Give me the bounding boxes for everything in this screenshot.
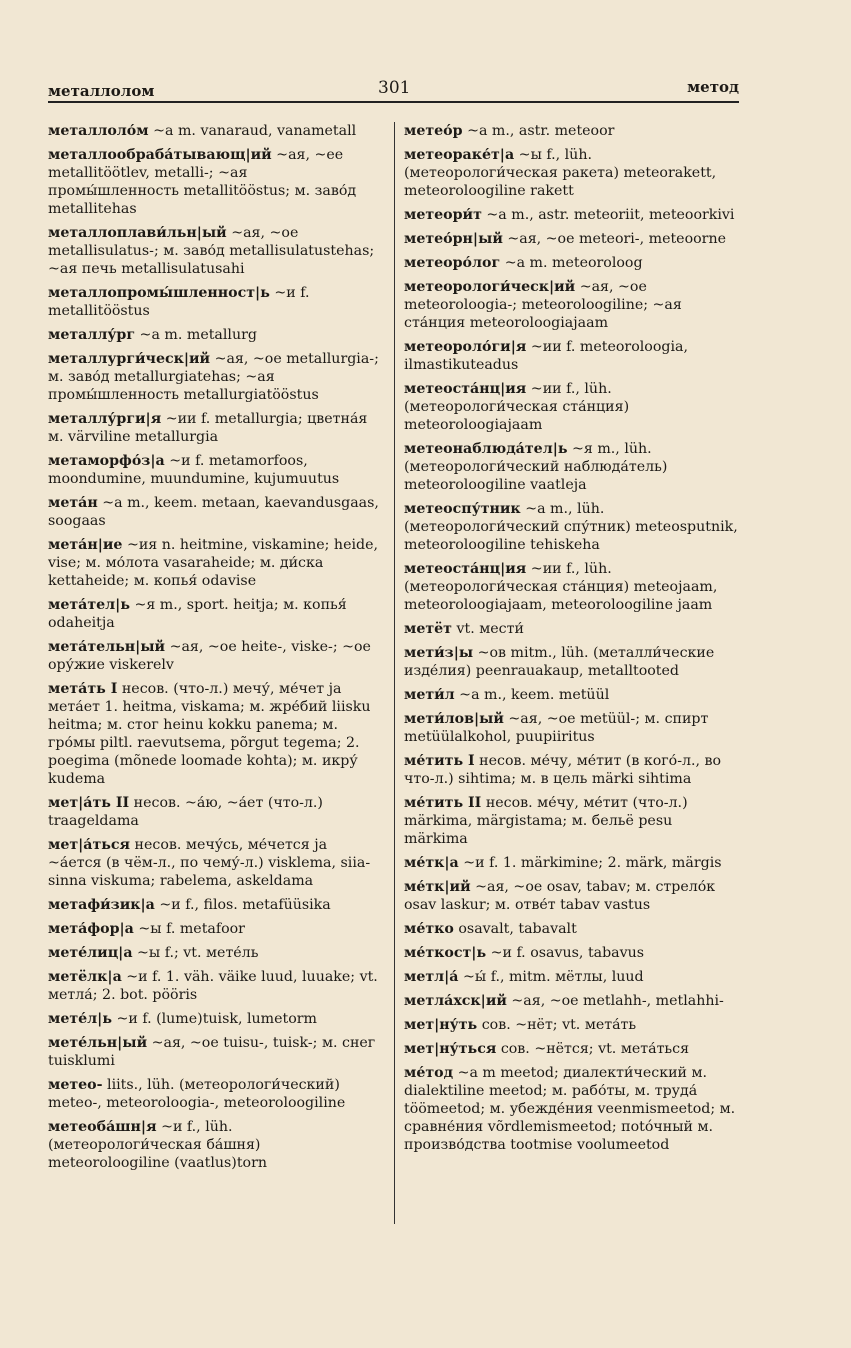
- page-number: 301: [378, 78, 411, 98]
- entry-definition: сов. ~нётся; vt. мета́ться: [496, 1041, 690, 1057]
- entry-headword: метаморфо́з|а: [48, 453, 165, 469]
- entry-headword: метёт: [404, 621, 452, 637]
- entry-headword: мети́лов|ый: [404, 711, 504, 727]
- entry-definition: ~и f. (lume)tuisk, lumetorm: [111, 1011, 317, 1027]
- entry-definition: ~и f. 1. väh. väike luud, luuake; vt. метла́; 2. bot. pööris: [48, 969, 378, 1003]
- entry-definition: ~и f. metamorfoos, moondumine, muundumine, kujumuutus: [48, 453, 340, 487]
- dictionary-entry: [48, 452, 382, 488]
- entry-definition: несов. мечу́сь, ме́чется ja ~а́ется (в чём-л., по чему́-л.) visklema, siia-sinna viskuma; rabelema, askeldama: [48, 837, 371, 889]
- entry-headword: метеонаблюда́тел|ь: [404, 441, 568, 457]
- dictionary-entry: [404, 710, 738, 746]
- entry-definition: liits., lüh. (метеорологи́ческий) meteo-, meteoroloogia-, meteoroloogiline: [48, 1077, 346, 1111]
- entry-definition: ~ая, ~ое osav, tabav; м. стрело́к osav laskur; м. отве́т tabav vastus: [404, 879, 716, 913]
- entry-definition: ~ии f. meteoroloogia, ilmastikuteadus: [404, 339, 688, 373]
- header-guide-word-left: металлолом: [48, 82, 155, 100]
- entry-headword: ме́тк|ий: [404, 879, 471, 895]
- entry-headword: метеорологи́ческ|ий: [404, 279, 576, 295]
- dictionary-entry: [48, 224, 382, 278]
- entry-definition: ~а m. vanaraud, vanametall: [148, 123, 357, 139]
- dictionary-entry: [48, 944, 382, 962]
- entry-headword: метла́хск|ий: [404, 993, 507, 1009]
- entry-definition: ~ы f., lüh. (метеорологи́ческая ракета) meteorakett, meteoroloogiline rakett: [404, 147, 717, 199]
- entry-definition: ~я m., sport. heitja; м. копья́ odaheitja: [48, 597, 347, 631]
- entry-definition: ~ая, ~ее metallitöötlev, metalli-; ~ая промы́шленность metallitööstus; м. заво́д metallitehas: [48, 147, 357, 217]
- entry-headword: метеораке́т|а: [404, 147, 515, 163]
- entry-headword: мета́ть I: [48, 681, 118, 697]
- dictionary-entry: [404, 854, 738, 872]
- dictionary-entry: [404, 560, 738, 614]
- dictionary-entry: [404, 620, 738, 638]
- entry-headword: метеоста́нц|ия: [404, 381, 527, 397]
- entry-definition: ~и f. 1. märkimine; 2. märk, märgis: [458, 855, 722, 871]
- dictionary-entry: [404, 146, 738, 200]
- entry-headword: металлопромы́шленност|ь: [48, 285, 270, 301]
- dictionary-entry: [48, 794, 382, 830]
- entry-headword: мета́н: [48, 495, 98, 511]
- entry-headword: метл|а́: [404, 969, 459, 985]
- dictionary-entry: [48, 1076, 382, 1112]
- dictionary-entry: [404, 1016, 738, 1034]
- dictionary-entry: [48, 638, 382, 674]
- entry-definition: сов. ~нёт; vt. мета́ть: [477, 1017, 637, 1033]
- entry-definition: несов. ме́чу, ме́тит (в кого́-л., во что-л.) sihtima; м. в цель märki sihtima: [404, 753, 722, 787]
- dictionary-entry: [48, 1034, 382, 1070]
- dictionary-entry: [404, 878, 738, 914]
- dictionary-entry: [48, 896, 382, 914]
- dictionary-entry: [48, 596, 382, 632]
- left-column: [48, 122, 382, 1178]
- dictionary-entry: [48, 920, 382, 938]
- entry-definition: ~а m. meteoroloog: [500, 255, 643, 271]
- dictionary-entry: [48, 680, 382, 788]
- dictionary-entry: [404, 752, 738, 788]
- entry-definition: ~а m., astr. meteoriit, meteoorkivi: [481, 207, 735, 223]
- entry-headword: метеоба́шн|я: [48, 1119, 157, 1135]
- entry-definition: ~ая, ~ое heite-, viske-; ~ое ору́жие viskerelv: [48, 639, 371, 673]
- dictionary-entry: [404, 1064, 738, 1154]
- dictionary-entry: [48, 146, 382, 218]
- dictionary-entry: [404, 686, 738, 704]
- entry-headword: мет|ну́ть: [404, 1017, 478, 1033]
- entry-definition: ~а m. metallurg: [135, 327, 257, 343]
- entry-headword: мет|а́ться: [48, 837, 131, 853]
- entry-definition: ~ы f. metafoor: [133, 921, 245, 937]
- dictionary-entry: [404, 794, 738, 848]
- entry-definition: ~ии f., lüh. (метеорологи́ческая ста́нция) meteoroloogiajaam: [404, 381, 630, 433]
- entry-headword: метеоспу́тник: [404, 501, 521, 517]
- entry-headword: ме́тить II: [404, 795, 482, 811]
- entry-headword: ме́тко: [404, 921, 454, 937]
- entry-definition: ~ы́ f., mitm. мётлы, luud: [458, 969, 644, 985]
- entry-headword: мете́л|ь: [48, 1011, 112, 1027]
- entry-headword: метео-: [48, 1077, 103, 1093]
- dictionary-entry: [404, 992, 738, 1010]
- dictionary-entry: [404, 920, 738, 938]
- page-header: [48, 78, 739, 102]
- dictionary-entry: [404, 254, 738, 272]
- dictionary-entry: [404, 440, 738, 494]
- entry-headword: метёлк|а: [48, 969, 122, 985]
- right-column: [404, 122, 738, 1160]
- entry-headword: метафи́зик|а: [48, 897, 155, 913]
- dictionary-entry: [48, 836, 382, 890]
- entry-definition: ~и f. osavus, tabavus: [486, 945, 645, 961]
- entry-definition: ~а m., lüh. (метеорологи́ческий спу́тник) meteosputnik, meteoroloogiline tehiskeha: [404, 501, 738, 553]
- entry-headword: мете́льн|ый: [48, 1035, 148, 1051]
- dictionary-entry: [48, 350, 382, 404]
- entry-headword: мета́н|ие: [48, 537, 123, 553]
- entry-headword: мети́л: [404, 687, 455, 703]
- entry-headword: метео́рн|ый: [404, 231, 503, 247]
- dictionary-entry: [404, 500, 738, 554]
- entry-definition: ~и f., lüh. (метеорологи́ческая ба́шня) meteoroloogiline (vaatlus)torn: [48, 1119, 267, 1171]
- entry-definition: ~а m., keem. metüül: [454, 687, 610, 703]
- dictionary-entry: [48, 536, 382, 590]
- dictionary-entry: [48, 410, 382, 446]
- entry-headword: ме́тод: [404, 1065, 454, 1081]
- entry-headword: метео́р: [404, 123, 463, 139]
- dictionary-entry: [404, 968, 738, 986]
- entry-headword: мет|ну́ться: [404, 1041, 497, 1057]
- column-divider: [394, 122, 395, 1224]
- entry-headword: мет|а́ть II: [48, 795, 130, 811]
- entry-definition: ~я m., lüh. (метеорологи́ческий наблюда́тель) meteoroloogiline vaatleja: [404, 441, 668, 493]
- entry-headword: металлу́рг: [48, 327, 136, 343]
- entry-definition: ~ы f.; vt. мете́ль: [132, 945, 259, 961]
- entry-definition: несов. (что-л.) мечу́, ме́чет ja мета́ет 1. heitma, viskama; м. жре́бий liisku heitma; м. стог heinu kokku panema; м. гро́мы piltl. raevutsema, põrgut tegema; 2. poegima (mõnede loomade kohta); м. икру́ kudema: [48, 681, 371, 787]
- entry-definition: несов. ~а́ю, ~а́ет (что-л.) traageldama: [48, 795, 323, 829]
- entry-definition: ~ая, ~ое metlahh-, metlahhi-: [506, 993, 724, 1009]
- entry-definition: ~ии f. metallurgia; цветна́я м. värviline metallurgia: [48, 411, 368, 445]
- entry-headword: метеоста́нц|ия: [404, 561, 527, 577]
- entry-definition: ~ая, ~ое tuisu-, tuisk-; м. снег tuisklumi: [48, 1035, 376, 1069]
- entry-definition: ~а m., astr. meteoor: [462, 123, 615, 139]
- dictionary-entry: [48, 122, 382, 140]
- entry-headword: метеори́т: [404, 207, 482, 223]
- entry-headword: мета́тел|ь: [48, 597, 130, 613]
- header-guide-word-right: метод: [687, 78, 739, 96]
- entry-definition: ~и f. metallitööstus: [48, 285, 310, 319]
- entry-headword: ме́тить I: [404, 753, 475, 769]
- entry-definition: ~ая, ~ое meteoroloogia-; meteoroloogiline; ~ая ста́нция meteoroloogiajaam: [404, 279, 682, 331]
- entry-headword: мете́лиц|а: [48, 945, 133, 961]
- dictionary-entry: [404, 944, 738, 962]
- entry-definition: ~ая, ~ое meteori-, meteoorne: [502, 231, 726, 247]
- dictionary-entry: [404, 338, 738, 374]
- dictionary-entry: [48, 1118, 382, 1172]
- dictionary-entry: [404, 1040, 738, 1058]
- entry-definition: ~ая, ~ое metallurgia-; м. заво́д metallurgiatehas; ~ая промы́шленность metallurgiatööstus: [48, 351, 379, 403]
- entry-headword: ме́тк|а: [404, 855, 459, 871]
- entry-definition: vt. мести́: [451, 621, 524, 637]
- dictionary-entry: [48, 326, 382, 344]
- dictionary-entry: [404, 230, 738, 248]
- entry-definition: ~ая, ~ое metallisulatus-; м. заво́д metallisulatustehas; ~ая печь metallisulatusahi: [48, 225, 375, 277]
- entry-definition: ~ов mitm., lüh. (металли́ческие изде́лия) peenrauakaup, metalltooted: [404, 645, 715, 679]
- entry-headword: мета́тельн|ый: [48, 639, 166, 655]
- entry-headword: металлоплави́льн|ый: [48, 225, 227, 241]
- entry-headword: металлу́рги|я: [48, 411, 162, 427]
- entry-headword: метеороло́ги|я: [404, 339, 527, 355]
- entry-definition: ~ая, ~ое metüül-; м. спирт metüülalkohol, puupiiritus: [404, 711, 709, 745]
- dictionary-entry: [404, 122, 738, 140]
- dictionary-entry: [404, 278, 738, 332]
- entry-definition: ~и f., filos. metafüüsika: [154, 897, 331, 913]
- entry-definition: ~а m., keem. metaan, kaevandusgaas, soogaas: [48, 495, 379, 529]
- header-rule: [48, 101, 739, 103]
- entry-headword: мети́з|ы: [404, 645, 474, 661]
- dictionary-entry: [404, 644, 738, 680]
- dictionary-entry: [48, 968, 382, 1004]
- entry-definition: osavalt, tabavalt: [453, 921, 577, 937]
- entry-definition: несов. ме́чу, ме́тит (что-л.) märkima, märgistama; м. бельё pesu märkima: [404, 795, 688, 847]
- entry-headword: металлурги́ческ|ий: [48, 351, 211, 367]
- dictionary-entry: [404, 380, 738, 434]
- entry-headword: металлообраба́тывающ|ий: [48, 147, 272, 163]
- dictionary-entry: [48, 1010, 382, 1028]
- dictionary-entry: [48, 494, 382, 530]
- entry-headword: ме́ткост|ь: [404, 945, 487, 961]
- dictionary-entry: [404, 206, 738, 224]
- entry-headword: металлоло́м: [48, 123, 149, 139]
- entry-headword: метеоро́лог: [404, 255, 501, 271]
- entry-headword: мета́фор|а: [48, 921, 134, 937]
- entry-definition: ~ия n. heitmine, viskamine; heide, vise; м. мо́лота vasaraheide; м. ди́ска kettaheide; м. копья́ odavise: [48, 537, 378, 589]
- entry-definition: ~а m meetod; диалекти́ческий м. dialektiline meetod; м. рабо́ты, м. труда́ töömeetod; м. убежде́ния veenmismeetod; м. сравне́ния võrdlemismeetod; поtóчный м. произво́дства tootmise voolumeetod: [404, 1065, 736, 1153]
- dictionary-entry: [48, 284, 382, 320]
- entry-definition: ~ии f., lüh. (метеорологи́ческая ста́нция) meteojaam, meteoroloogiajaam, meteoroloogiline jaam: [404, 561, 718, 613]
